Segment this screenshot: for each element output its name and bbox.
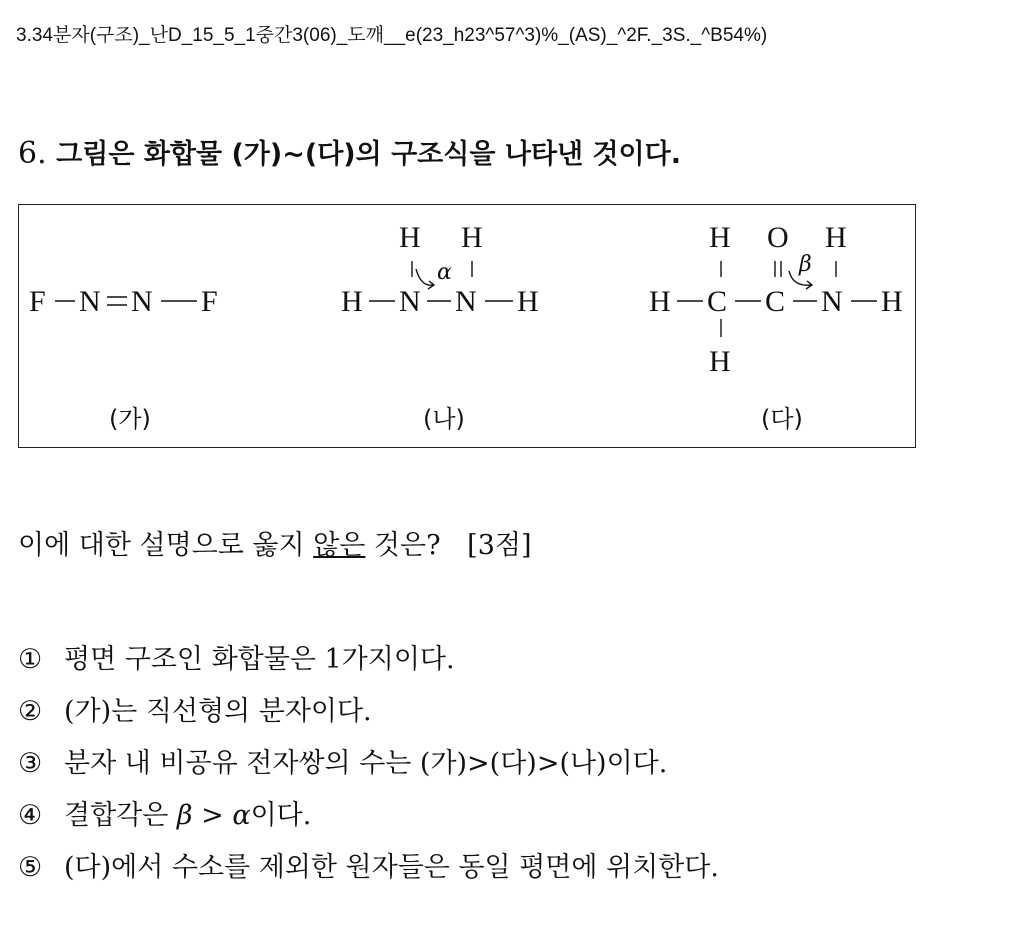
atom-f-right: F bbox=[201, 285, 218, 318]
caption-ga: (가) bbox=[109, 405, 151, 433]
question-number: 6. bbox=[18, 136, 47, 171]
atom-h-bottom: H bbox=[709, 345, 731, 378]
option-4[interactable] bbox=[18, 790, 719, 842]
option-1[interactable] bbox=[18, 634, 719, 686]
option-5[interactable] bbox=[18, 842, 719, 894]
points-label: [3점] bbox=[467, 530, 532, 561]
option-mark: ⑤ bbox=[18, 852, 43, 883]
prompt-emphasis: 않은 bbox=[313, 530, 366, 561]
option-text: (가)는 직선형의 분자이다. bbox=[64, 696, 372, 727]
atom-o: O bbox=[767, 221, 789, 254]
answer-options bbox=[18, 634, 719, 894]
atom-n2: N bbox=[131, 285, 153, 318]
atom-c1: C bbox=[707, 285, 728, 318]
atom-n-left: N bbox=[399, 285, 421, 318]
atom-n1: N bbox=[79, 285, 101, 318]
atom-h-top-c: H bbox=[709, 221, 731, 254]
atom-h-right: H bbox=[517, 285, 539, 318]
problem-code: 3.34분자(구조)_난D_15_5_1중간3(06)_도깨__e(23_h23^57^3)%_(AS)_^2F._3S._^B54%) bbox=[16, 25, 768, 46]
option-mark: ① bbox=[18, 644, 43, 675]
option-greek-beta: β bbox=[176, 800, 193, 831]
atom-n-right: N bbox=[455, 285, 477, 318]
atom-h-top-left: H bbox=[399, 221, 421, 254]
atom-n: N bbox=[821, 285, 843, 318]
molecule-ga bbox=[29, 285, 218, 433]
atom-h-right: H bbox=[881, 285, 903, 318]
option-text: 결합각은 bbox=[64, 800, 177, 831]
question-prompt bbox=[18, 526, 531, 566]
prompt-text-end: 것은? bbox=[365, 530, 441, 561]
option-text: (다)에서 수소를 제외한 원자들은 동일 평면에 위치한다. bbox=[64, 852, 719, 883]
structure-figure bbox=[18, 204, 916, 448]
option-mark: ④ bbox=[18, 800, 43, 831]
atom-h-left: H bbox=[341, 285, 363, 318]
question-text: 그림은 화합물 (가)~(다)의 구조식을 나타낸 것이다. bbox=[56, 139, 681, 170]
option-mark: ② bbox=[18, 696, 43, 727]
atom-h-top-right: H bbox=[461, 221, 483, 254]
molecule-na bbox=[341, 221, 539, 433]
angle-label-beta: β bbox=[799, 252, 812, 277]
prompt-text: 이에 대한 설명으로 옳지 bbox=[18, 530, 314, 561]
structure-diagram bbox=[19, 205, 917, 449]
option-text-end: 이다. bbox=[250, 800, 312, 831]
option-mark: ③ bbox=[18, 748, 43, 779]
atom-c2: C bbox=[765, 285, 786, 318]
option-2[interactable] bbox=[18, 686, 719, 738]
angle-label-alpha: α bbox=[437, 260, 452, 285]
option-3[interactable] bbox=[18, 738, 719, 790]
option-text: 분자 내 비공유 전자쌍의 수는 (가)>(다)>(나)이다. bbox=[64, 748, 668, 779]
caption-na: (나) bbox=[423, 405, 465, 433]
caption-da: (다) bbox=[761, 405, 803, 433]
atom-f-left: F bbox=[29, 285, 46, 318]
option-text: 평면 구조인 화합물은 1가지이다. bbox=[64, 644, 455, 675]
option-operator: > bbox=[192, 800, 233, 831]
atom-h-top-n: H bbox=[825, 221, 847, 254]
option-greek-alpha: α bbox=[232, 800, 251, 831]
atom-h-left: H bbox=[649, 285, 671, 318]
question-stem bbox=[18, 134, 681, 175]
molecule-da bbox=[649, 221, 903, 433]
